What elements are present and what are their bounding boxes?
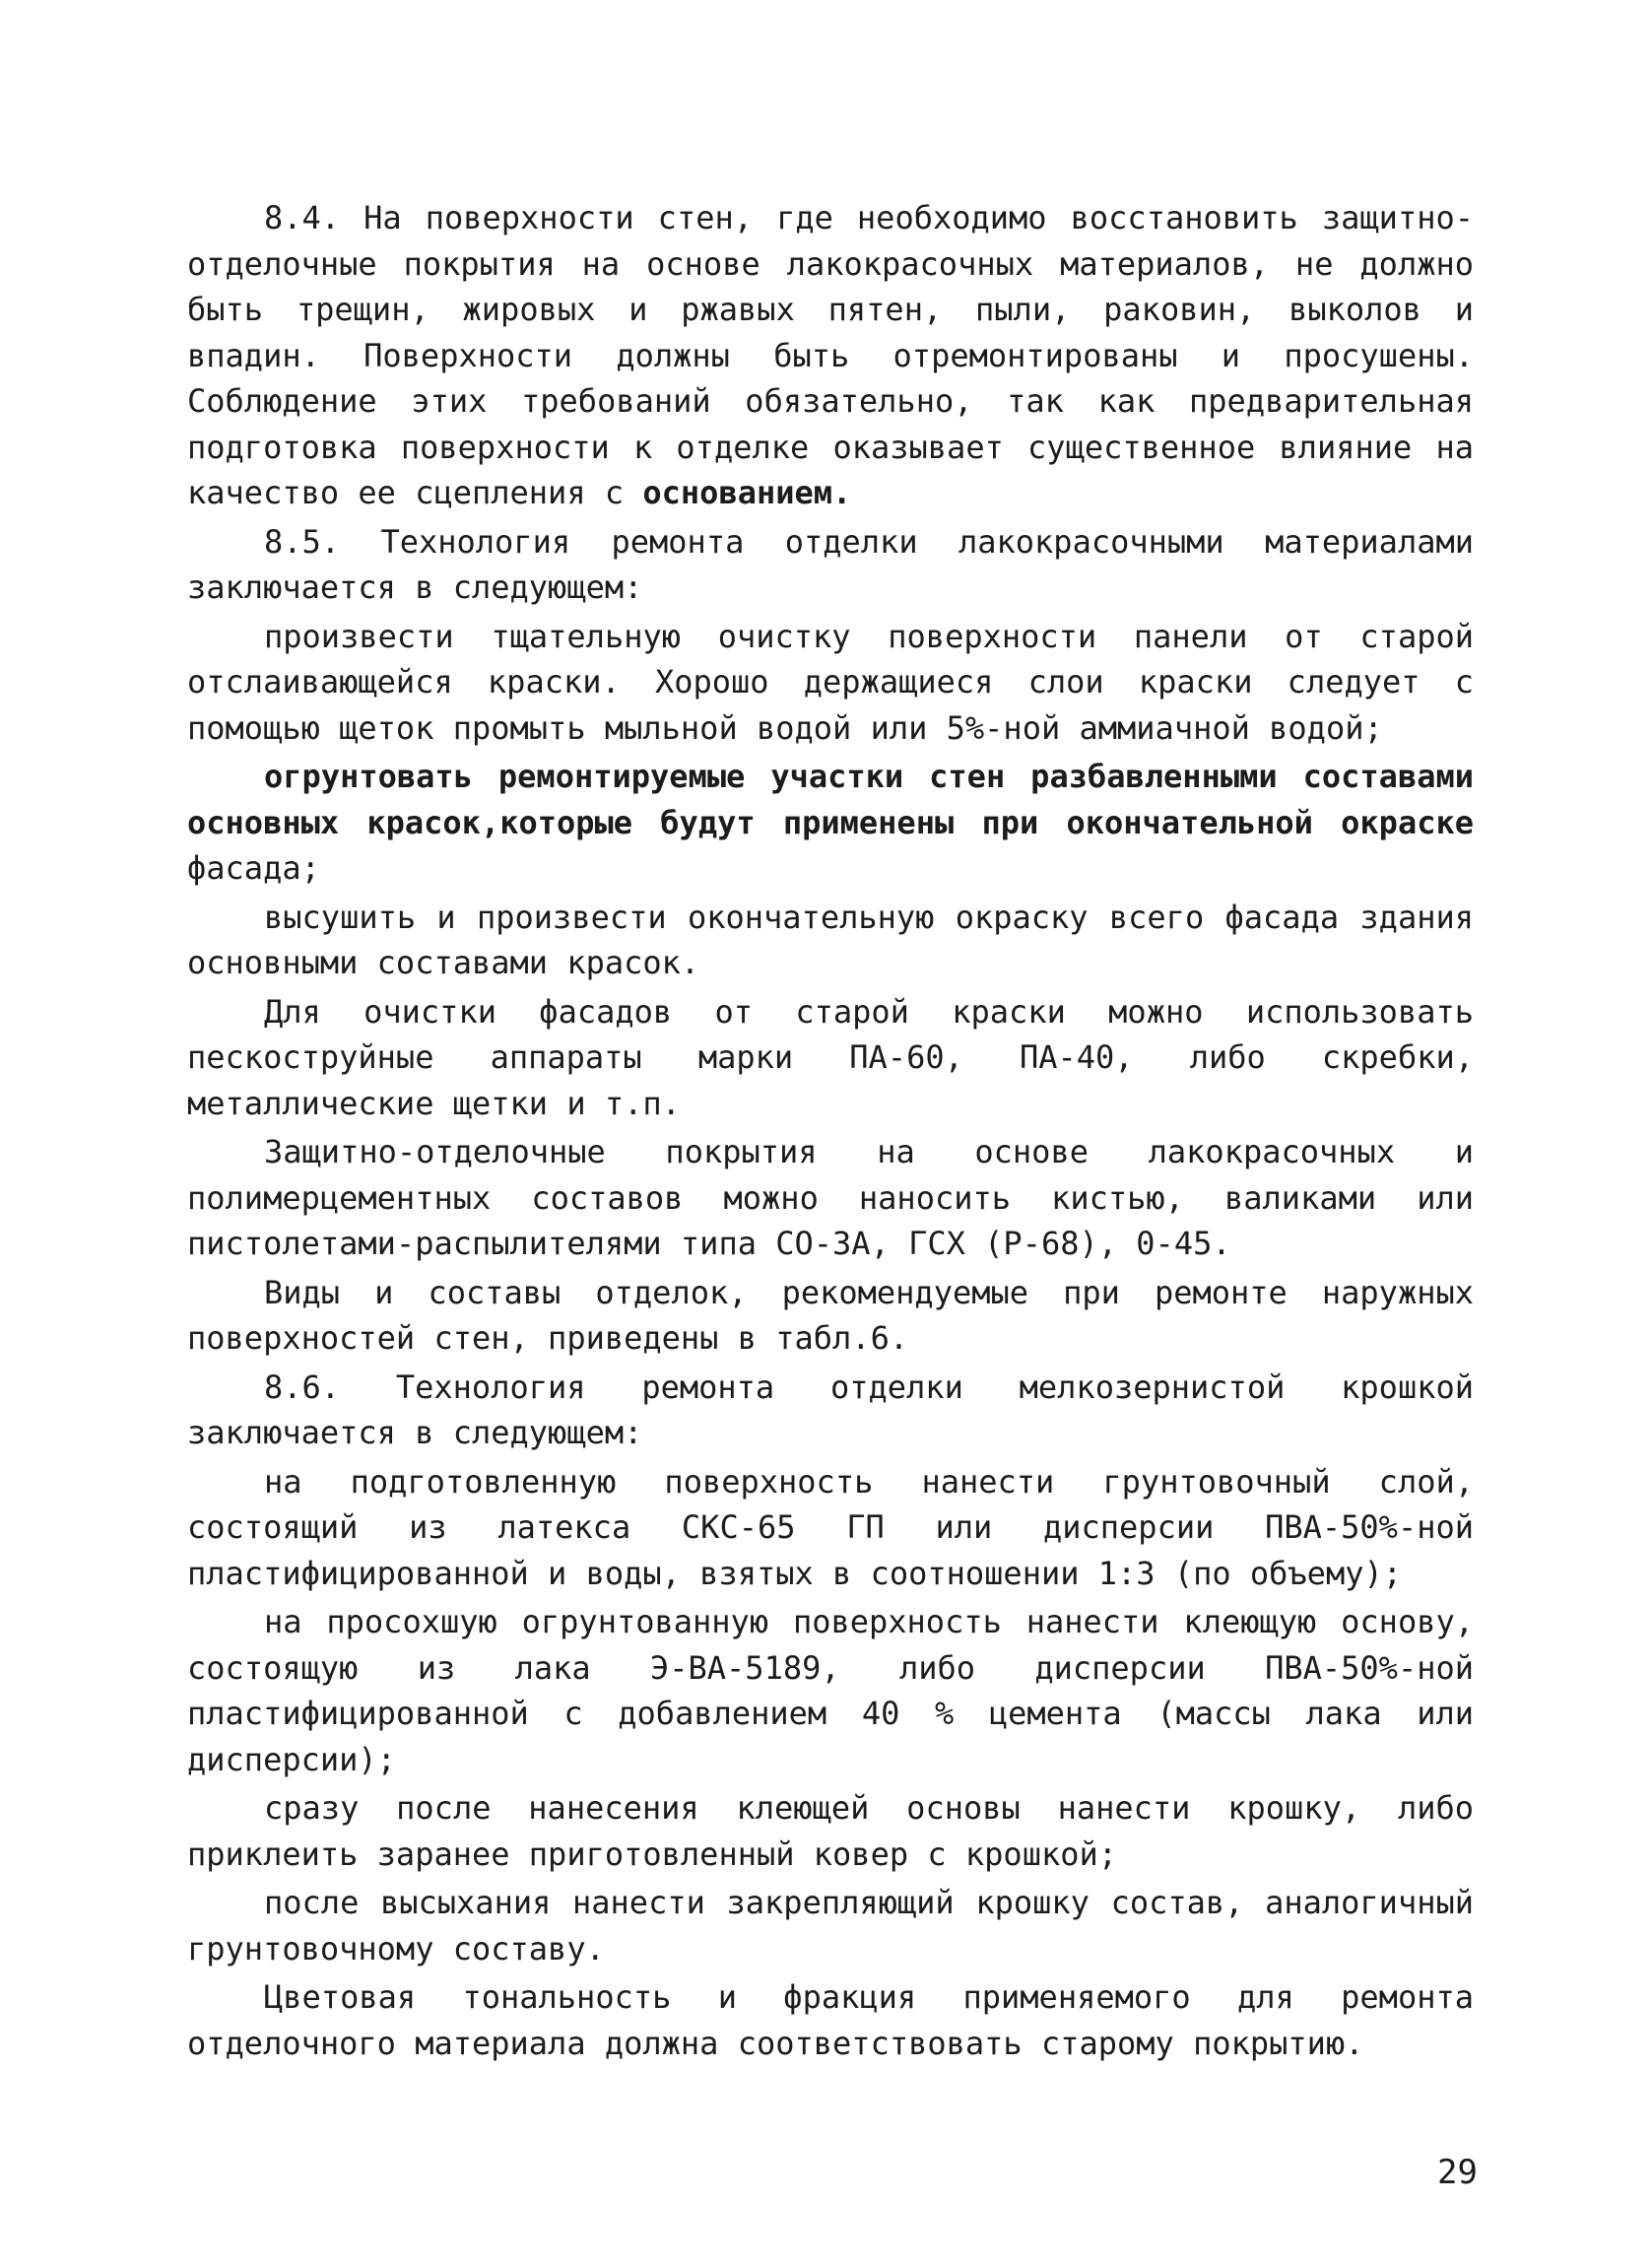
paragraph-application-tools: Защитно-отделочные покрытия на основе лакокрасочных и полимерцементных составов можно наносить кистью, валиками или пистолетами-распылителями типа СО-3А, ГСХ (Р-68), 0-45.: [187, 1133, 1474, 1262]
paragraph-cleaning-equipment: Для очистки фасадов от старой краски можно использовать пескоструйные аппараты марки ПА-60, ПА-40, либо скребки, металлические щетки и т.п.: [187, 992, 1474, 1122]
paragraph-finish-types: Виды и составы отделок, рекомендуемые при ремонте наружных поверхностей стен, приведены в табл.6.: [187, 1273, 1474, 1357]
paragraph-priming-step-tail: фасада;: [187, 849, 320, 887]
page-number: 29: [1437, 2153, 1478, 2192]
paragraph-fixing-step: после высыхания нанести закрепляющий крошку состав, аналогичный грунтовочному составу.: [187, 1884, 1474, 1968]
paragraph-8-4-bold-tail: основанием.: [642, 474, 852, 511]
paragraph-color-requirement: Цветовая тональность и фракция применяемого для ремонта отделочного материала должна соответствовать старому покрытию.: [187, 1978, 1474, 2062]
paragraph-final-painting-step: высушить и произвести окончательную окраску всего фасада здания основными составами красок.: [187, 898, 1474, 981]
paragraph-primer-layer-step: на подготовленную поверхность нанести грунтовочный слой, состоящий из латекса СКС-65 ГП или дисперсии ПВА-50%-ной пластифицированной и воды, взятых в соотношении 1:3 (по объему);: [187, 1462, 1474, 1592]
paragraph-8-4-text: 8.4. На поверхности стен, где необходимо восстановить защитно-отделочные покрытия на основе лакокрасочных материалов, не должно быть трещин, жировых и ржавых пятен, пыли, раковин, выколов и впадин. Поверхности должны быть отремонтированы и просушены. Соблюдение этих требований обязательно, так как предварительная подготовка поверхности к отделке оказывает существенное влияние на качество ее сцепления с: [187, 199, 1474, 511]
paragraph-priming-step: [187, 754, 1474, 892]
paragraph-8-4: [187, 195, 1474, 516]
paragraph-8-6: 8.6. Технология ремонта отделки мелкозернистой крошкой заключается в следующем:: [187, 1367, 1474, 1451]
paragraph-crumb-step: сразу после нанесения клеющей основы нанести крошку, либо приклеить заранее приготовленный ковер с крошкой;: [187, 1789, 1474, 1873]
paragraph-cleaning-step: произвести тщательную очистку поверхности панели от старой отслаивающейся краски. Хорошо держащиеся слои краски следует с помощью щеток промыть мыльной водой или 5%-ной аммиачной водой;: [187, 617, 1474, 747]
document-body: [187, 195, 1474, 2069]
paragraph-priming-step-bold: огрунтовать ремонтируемые участки стен разбавленными составами основных красок,которые будут применены при окончательной окраске: [187, 758, 1474, 841]
paragraph-8-5: 8.5. Технология ремонта отделки лакокрасочными материалами заключается в следующем:: [187, 522, 1474, 606]
paragraph-adhesive-step: на просохшую огрунтованную поверхность нанести клеющую основу, состоящую из лака Э-ВА-5189, либо дисперсии ПВА-50%-ной пластифицированной с добавлением 40 % цемента (массы лака или дисперсии);: [187, 1603, 1474, 1778]
